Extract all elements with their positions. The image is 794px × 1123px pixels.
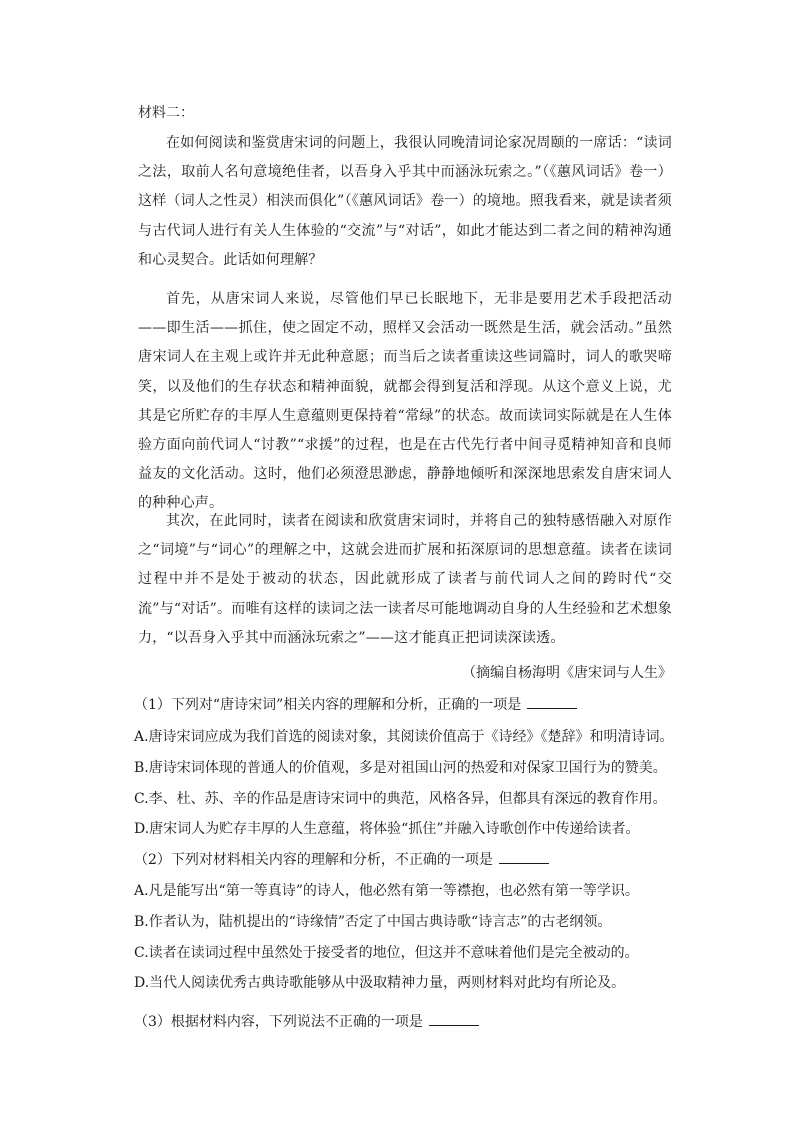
question-text: （2）下列对材料相关内容的理解和分析，不正确的一项是 <box>134 852 493 868</box>
question-2-option-a: A.凡是能写出“第一等真诗”的诗人，他必然有第一等襟抱，也必然有第一等学识。 <box>134 883 639 899</box>
question-2-option-d: D.当代人阅读优秀古典诗歌能够从中汲取精神力量，两则材料对此均有所论及。 <box>134 975 626 991</box>
paragraph-text: 在如何阅读和鉴赏唐宋词的问题上，我很认同晚清词论家况周颐的一席话：“读词之法，取前人名句意境绝佳者，以吾身入乎其中而涵泳玩索之。”（《蕙风词话》卷一）这样（词人之性灵）相浃而俱化”（《蕙风词话》卷一）的境地。照我看来，就是读者须与古代词人进行有关人生体验的“交流”与“对话”，如此才能达到二者之间的精神沟通和心灵契合。此话如何理解？ <box>138 135 672 268</box>
question-1-option-a: A.唐诗宋词应成为我们首选的阅读对象，其阅读价值高于《诗经》《楚辞》和明清诗词。 <box>134 729 674 745</box>
question-2-option-c: C.读者在读词过程中虽然处于接受者的地位，但这并不意味着他们是完全被动的。 <box>134 945 639 961</box>
answer-blank <box>429 1011 479 1026</box>
answer-blank <box>527 694 577 709</box>
paragraph-3 <box>138 507 672 653</box>
question-3-stem <box>134 1011 479 1033</box>
answer-blank <box>499 849 549 864</box>
paragraph-text: 其次，在此同时，读者在阅读和欣赏唐宋词时，并将自己的独特感悟融入对原作之“词境”与“词心”的理解之中，这就会进而扩展和拓深原词的思想意蕴。读者在读词过程中并不是处于被动的状态，因此就形成了读者与前代词人之间的跨时代“交流”与“对话”。而唯有这样的读词之法一读者尽可能地调动自身的人生经验和艺术想象力，“以吾身入乎其中而涵泳玩索之”——这才能真正把词读深读透。 <box>138 513 672 646</box>
question-2-option-b: B.作者认为，陆机提出的“诗缘情”否定了中国古典诗歌“诗言志”的古老纲领。 <box>134 914 612 930</box>
section-heading: 材料二： <box>138 105 194 121</box>
question-2-stem <box>134 849 549 871</box>
question-1-option-b: B.唐诗宋词体现的普通人的价值观，多是对祖国山河的热爱和对保家卫国行为的赞美。 <box>134 760 667 776</box>
paragraph-1 <box>138 129 672 275</box>
paragraph-text: 首先，从唐宋词人来说，尽管他们早已长眠地下，无非是要用艺术手段把活动——即生活——抓住，使之固定不动，照样又会活动一既然是生活，就会活动。”虽然唐宋词人在主观上或许并无此种意愿；而当后之读者重读这些词篇时，词人的歌哭啼笑，以及他们的生存状态和精神面貌，就都会得到复活和浮现。从这个意义上说，尤其是它所贮存的丰厚人生意蕴则更保持着“常绿”的状态。故而读词实际就是在人生体验方面向前代词人“讨教”“求援”的过程，也是在古代先行者中间寻觅精神知音和良师益友的文化活动。这时，他们必须澄思渺虑，静静地倾听和深深地思索发自唐宋词人的种种心声。 <box>138 291 672 512</box>
question-text: （3）根据材料内容，下列说法不正确的一项是 <box>134 1014 423 1030</box>
source-citation: （摘编自杨海明《唐宋词与人生》 <box>462 665 672 681</box>
paragraph-2 <box>138 285 672 519</box>
question-1-stem <box>134 694 577 716</box>
question-1-option-d: D.唐宋词人为贮存丰厚的人生意蕴，将体验“抓住”并融入诗歌创作中传递给读者。 <box>134 821 640 837</box>
question-text: （1）下列对“唐诗宋词”相关内容的理解和分析，正确的一项是 <box>134 697 522 713</box>
question-1-option-c: C.李、杜、苏、辛的作品是唐诗宋词中的典范，风格各异，但都具有深远的教育作用。 <box>134 791 667 807</box>
